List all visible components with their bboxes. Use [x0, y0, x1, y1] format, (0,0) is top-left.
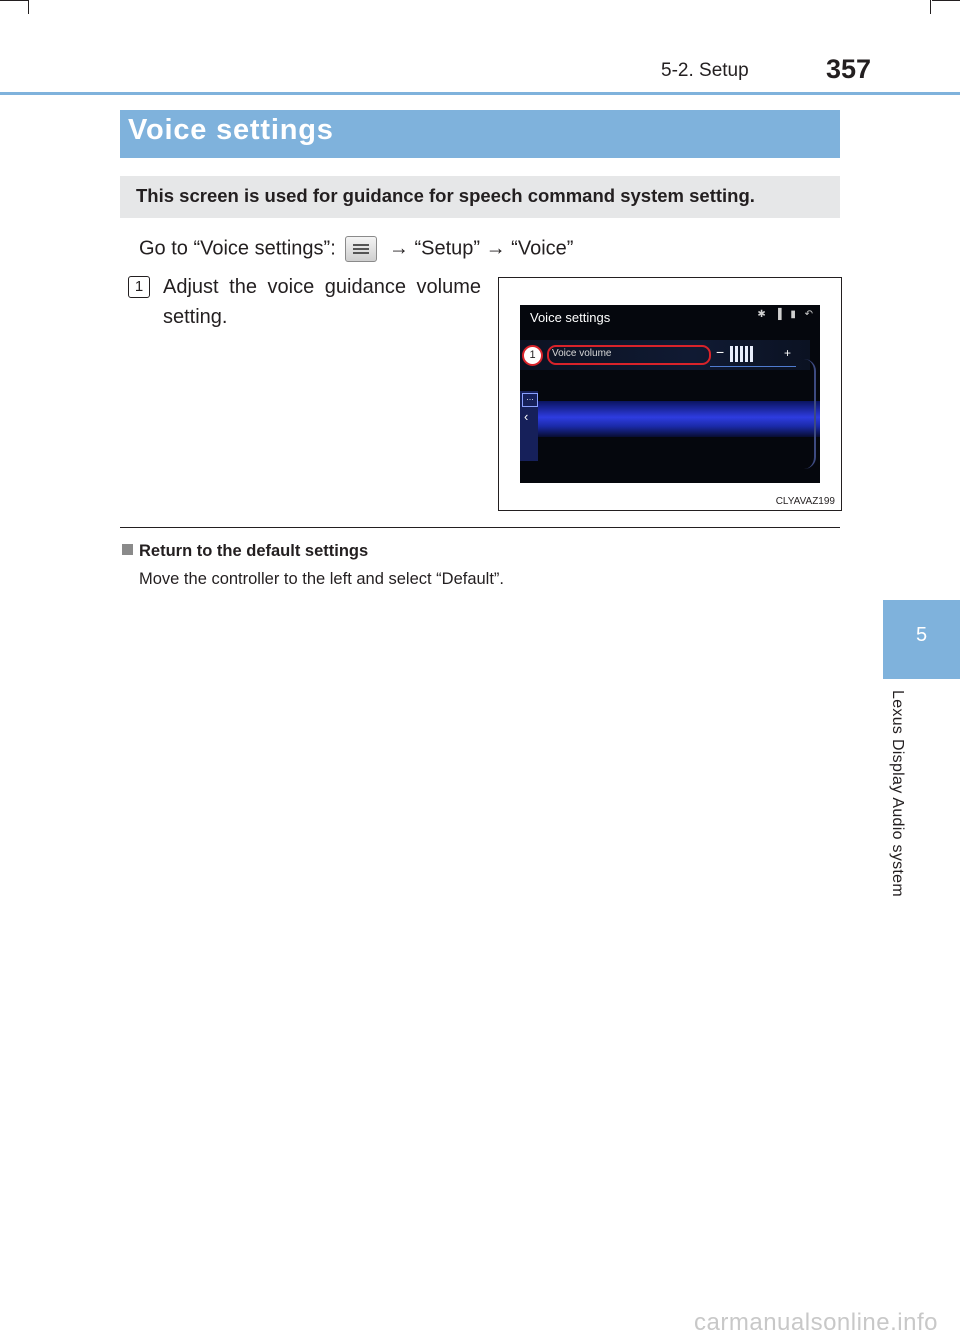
crop-mark — [930, 0, 931, 14]
navigation-path — [139, 236, 573, 262]
volume-plus-icon: + — [784, 346, 792, 360]
section-title-bar — [120, 110, 840, 158]
volume-bar — [730, 346, 733, 362]
arrow-icon: → — [485, 237, 506, 260]
chapter-tab — [883, 600, 960, 679]
step-text: Adjust the voice guidance volume setting. — [163, 276, 481, 328]
figure-code: CLYAVAZ199 — [775, 496, 835, 507]
section-label: 5-2. Setup — [661, 60, 749, 81]
volume-level-bars — [730, 346, 755, 362]
display-screen — [520, 305, 820, 483]
goto-prefix: Go to “Voice settings”: — [139, 237, 336, 260]
square-bullet-icon — [122, 544, 133, 555]
arrow-icon: → — [388, 237, 409, 260]
subsection-heading — [122, 542, 368, 561]
crop-mark — [28, 0, 29, 14]
goto-voice: “Voice” — [511, 237, 574, 260]
chevron-left-icon: ‹ — [524, 409, 529, 424]
page-title: Voice settings — [128, 114, 334, 146]
screen-illustration — [498, 277, 842, 511]
screen-title: Voice settings — [530, 310, 611, 325]
menu-button-icon — [345, 236, 377, 262]
watermark: carmanualsonline.info — [694, 1309, 938, 1336]
chapter-number: 5 — [915, 624, 928, 646]
section-divider — [120, 527, 840, 528]
status-icons: ✱ ▐ ▮ ↶ — [757, 309, 816, 320]
intro-text: This screen is used for guidance for speech command system setting. — [136, 185, 755, 206]
scroll-arc — [804, 359, 816, 469]
chapter-title: Lexus Display Audio system — [889, 690, 906, 898]
goto-setup: “Setup” — [414, 237, 481, 260]
subsection-body: Move the controller to the left and select “Default”. — [139, 570, 505, 588]
header-rule — [0, 92, 960, 95]
crop-mark — [932, 0, 960, 1]
volume-bar — [735, 346, 738, 362]
subsection-heading-text: Return to the default settings — [139, 542, 369, 560]
volume-bar — [740, 346, 743, 362]
intro-box — [120, 176, 840, 218]
step-number-badge: 1 — [128, 276, 150, 298]
crop-mark — [0, 0, 28, 1]
volume-bar — [750, 346, 753, 362]
selection-band — [520, 401, 820, 437]
options-icon: … — [522, 393, 538, 407]
page-number: 357 — [826, 54, 872, 84]
volume-minus-icon: − — [716, 344, 725, 360]
volume-bar — [745, 346, 748, 362]
callout-badge: 1 — [522, 345, 543, 366]
voice-volume-label: Voice volume — [552, 348, 612, 359]
volume-underline — [710, 366, 796, 367]
